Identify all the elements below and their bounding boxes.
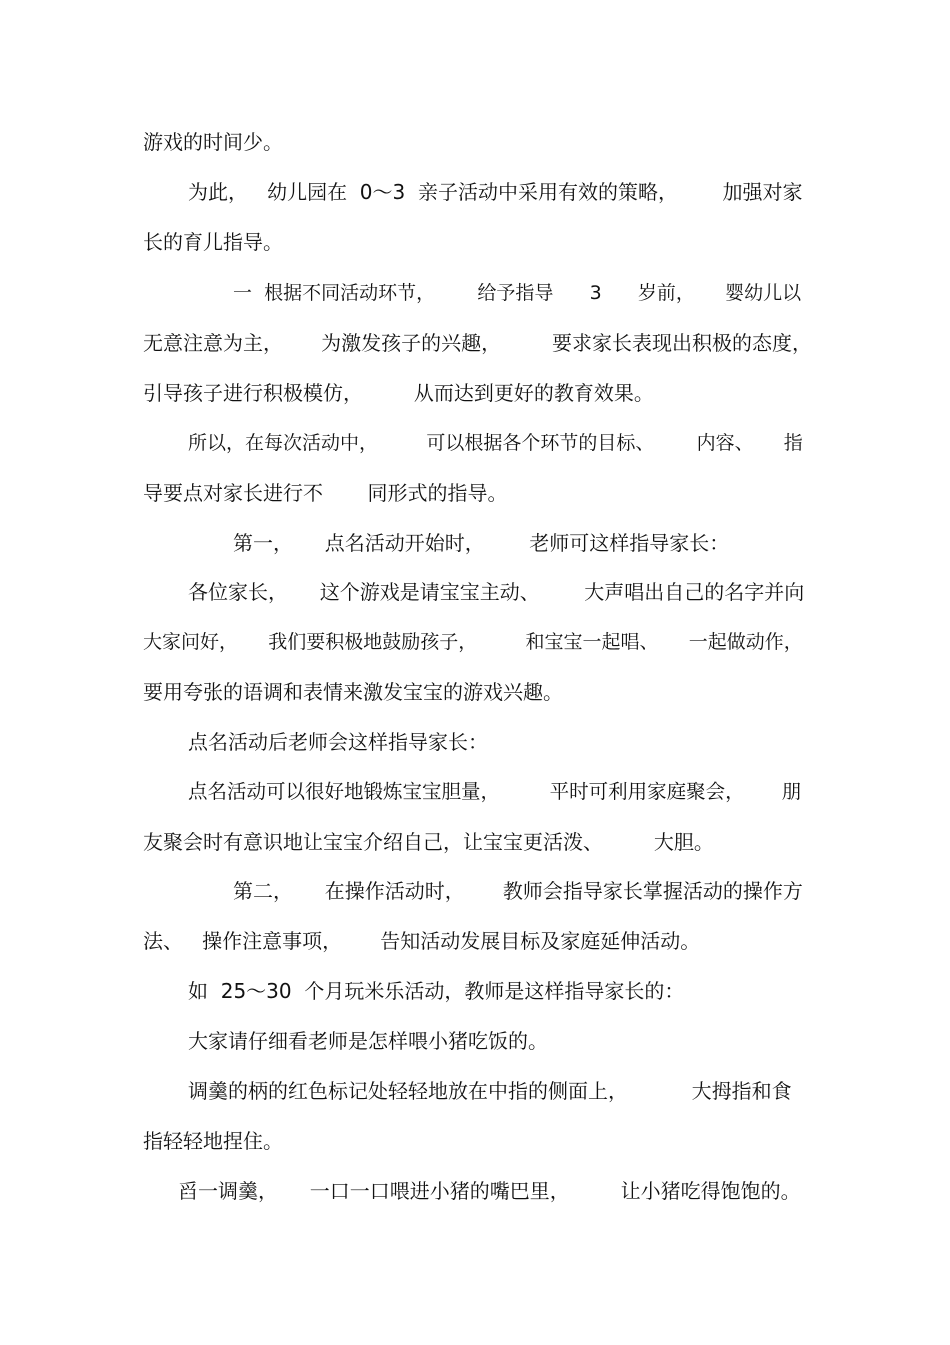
text-line: 一 根据不同活动环节， 给予指导 3 岁前， 婴幼儿以 xyxy=(233,282,802,304)
text-line: 友聚会时有意识地让宝宝介绍自己，让宝宝更活泼、 大胆。 xyxy=(143,830,714,854)
text-line: 如 25～30 个月玩米乐活动，教师是这样指导家长的： xyxy=(188,979,685,1003)
text-line: 第一， 点名活动开始时， 老师可这样指导家长： xyxy=(233,531,730,555)
text-line: 引导孩子进行积极模仿， 从而达到更好的教育效果。 xyxy=(143,381,654,405)
text-line: 第二， 在操作活动时， 教师会指导家长掌握活动的操作方 xyxy=(233,879,803,903)
text-line: 点名活动可以很好地锻炼宝宝胆量， 平时可利用家庭聚会， 朋 xyxy=(188,780,802,803)
text-line: 舀一调羹， 一口一口喂进小猪的嘴巴里， 让小猪吃得饱饱的。 xyxy=(178,1179,801,1203)
text-line: 调羹的柄的红色标记处轻轻地放在中指的侧面上， 大拇指和食 xyxy=(188,1079,792,1103)
text-line: 点名活动后老师会这样指导家长： xyxy=(188,730,488,754)
text-line: 指轻轻地捏住。 xyxy=(143,1129,283,1153)
text-line: 要用夸张的语调和表情来激发宝宝的游戏兴趣。 xyxy=(143,680,563,704)
text-line: 所以，在每次活动中， 可以根据各个环节的目标、 内容、 指 xyxy=(188,432,803,454)
text-line: 导要点对家长进行不 同形式的指导。 xyxy=(143,481,508,505)
text-line: 游戏的时间少。 xyxy=(143,130,283,154)
text-line: 为此， 幼儿园在 0～3 亲子活动中采用有效的策略， 加强对家 xyxy=(188,180,803,204)
text-line: 法、 操作注意事项， 告知活动发展目标及家庭延伸活动。 xyxy=(143,929,701,953)
text-line: 大家请仔细看老师是怎样喂小猪吃饭的。 xyxy=(188,1029,548,1053)
text-line: 长的育儿指导。 xyxy=(143,230,283,254)
text-line: 各位家长， 这个游戏是请宝宝主动、 大声唱出自己的名字并向 xyxy=(188,580,805,604)
text-line: 无意注意为主， 为激发孩子的兴趣， 要求家长表现出积极的态度， xyxy=(143,331,813,355)
text-line: 大家问好， 我们要积极地鼓励孩子， 和宝宝一起唱、 一起做动作， xyxy=(143,631,803,653)
